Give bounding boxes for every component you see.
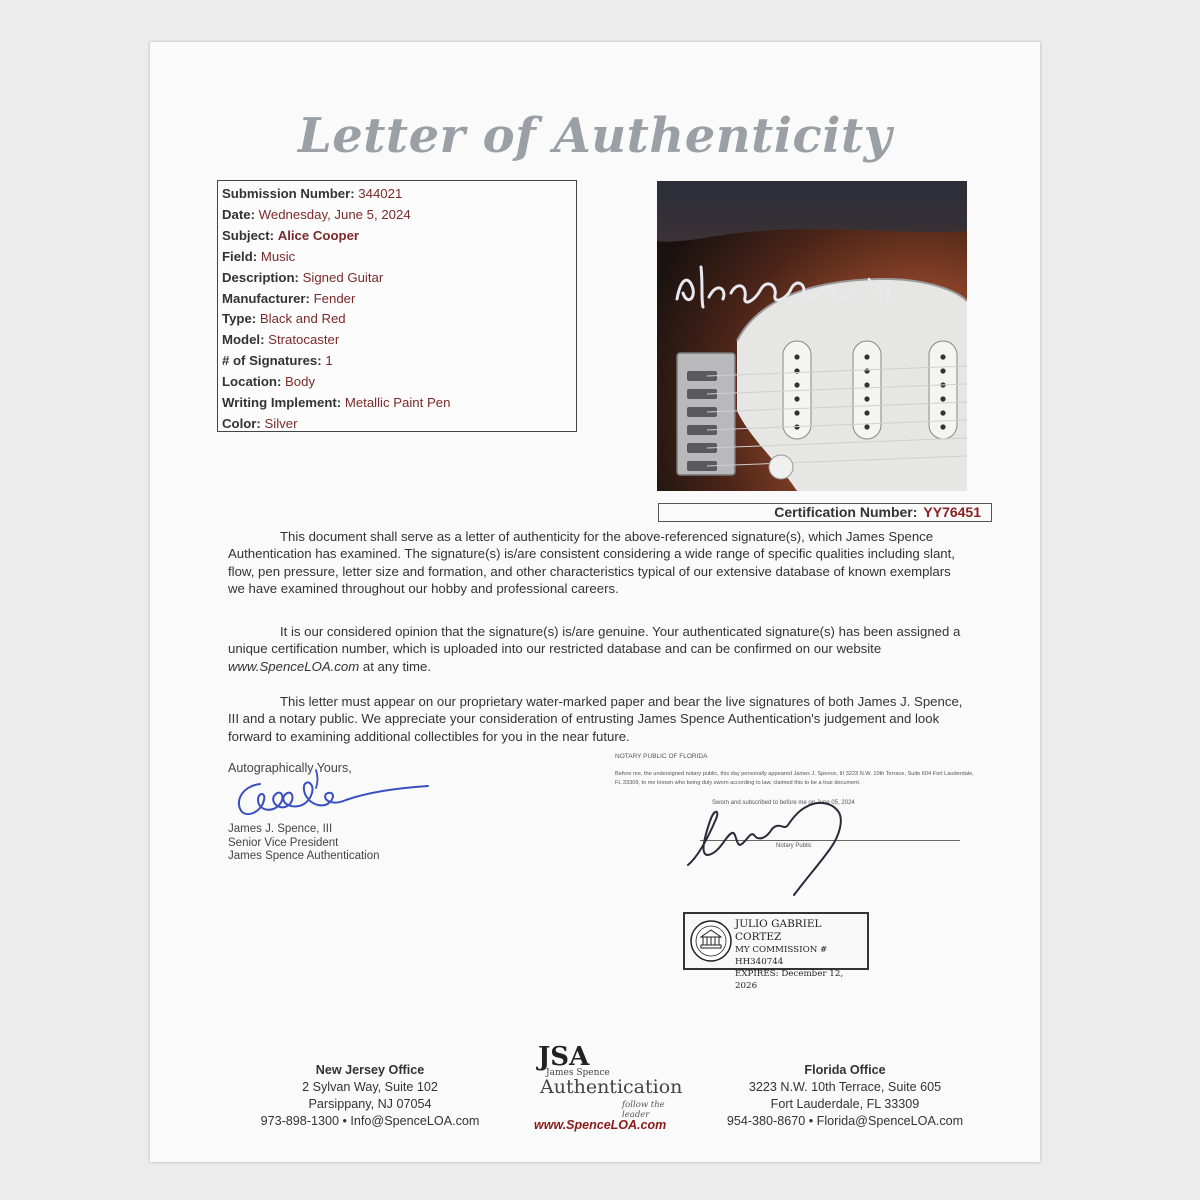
website-link[interactable]: www.SpenceLOA.com [228,658,360,674]
info-row-subject: Subject: Alice Cooper [222,227,360,243]
jsa-website-link[interactable]: www.SpenceLOA.com [534,1118,667,1132]
notary-public-label: Notary Public [776,843,812,849]
info-row-manufacturer: Manufacturer: Fender [222,290,356,306]
jsa-logo: JSA James Spence Authentication follow the leader www.SpenceLOA.com [534,1042,683,1132]
info-row-type: Type: Black and Red [222,311,346,327]
paragraph-2: It is our considered opinion that the signature(s) is/are genuine. Your authenticated signature(s) has been assigned a unique certification number, which is uploaded into our restricted database and can be confirmed on our website www.SpenceLOA.com at any time. [228,624,961,674]
seal-expires: EXPIRES: December 12, 2026 [735,969,844,991]
signer-company: James Spence Authentication [228,850,380,862]
info-row-signatures: # of Signatures: 1 [222,353,333,369]
info-row-submission-number: Submission Number: 344021 [222,186,403,201]
certification-value: YY76451 [923,504,981,520]
new-jersey-office: New Jersey Office 2 Sylvan Way, Suite 102 Parsippany, NJ 07054 973-898-1300 • Info@SpenceLOA.com [235,1062,505,1130]
signer-title: Senior Vice President [228,836,339,849]
closing-text: Autographically Yours, [228,761,352,775]
signer-name: James J. Spence, III [228,823,333,835]
notary-sworn-line: Sworn and subscribed to before me on June 05, 2024 [712,800,855,806]
certification-number-box [658,503,992,522]
guitar-image [657,181,967,491]
info-row-model: Model: Stratocaster [222,332,340,348]
signer-block [228,823,380,864]
signed-guitar-photo [657,181,967,491]
info-row-description: Description: Signed Guitar [222,269,384,285]
info-row-writing-implement: Writing Implement: Metallic Paint Pen [222,395,451,411]
seal-text [735,918,867,992]
document-title: Letter of Authenticity [297,108,893,164]
info-row-color: Color: Silver [222,415,298,431]
submission-info-box [217,180,577,432]
spence-signature [228,766,438,822]
paragraph-1: This document shall serve as a letter of authenticity for the above-referenced signature(s), which James Spence Authentication has examined. The signature(s) is/are consistent considering a wide range of specific qualities including slant, flow, pen pressure, letter size and formation, and other characteristics typical of our extensive database of known exemplars we have examined throughout our hobby and professional careers. [228,529,955,596]
nj-contact: 973-898-1300 • Info@SpenceLOA.com [260,1114,480,1128]
florida-seal-icon [689,918,733,964]
notary-signature [680,795,890,905]
notary-seal [683,912,869,991]
info-row-date: Date: Wednesday, June 5, 2024 [222,206,411,222]
seal-commission: MY COMMISSION # HH340744 [735,945,828,967]
info-row-field: Field: Music [222,248,296,264]
fl-contact: 954-380-8670 • Florida@SpenceLOA.com [726,1114,964,1128]
certification-label: Certification Number: [774,504,918,520]
florida-office: Florida Office 3223 N.W. 10th Terrace, Suite 605 Fort Lauderdale, FL 33309 954-380-8670 • Florida@SpenceLOA.com [700,1062,990,1130]
notary-statement: Before me, the undersigned notary public, this day personally appeared James J. Spence, III 3223 N.W. 10th Terrace, Suite 604 Fort Lauderdale, FL 33309, to me known who being duly sworn according to law, claimed this to be a true document. [615,771,974,786]
notary-heading: NOTARY PUBLIC OF FLORIDA [615,753,708,760]
paragraph-3: This letter must appear on our proprietary water-marked paper and bear the live signatures of both James J. Spence, III and a notary public. We appreciate your consideration of entrusting James Spence Authentication's judgement and look forward to examining additional collectibles for you in the near future. [228,694,963,744]
info-row-location: Location: Body [222,374,316,390]
seal-notary-name: JULIO GABRIEL CORTEZ [735,918,822,943]
